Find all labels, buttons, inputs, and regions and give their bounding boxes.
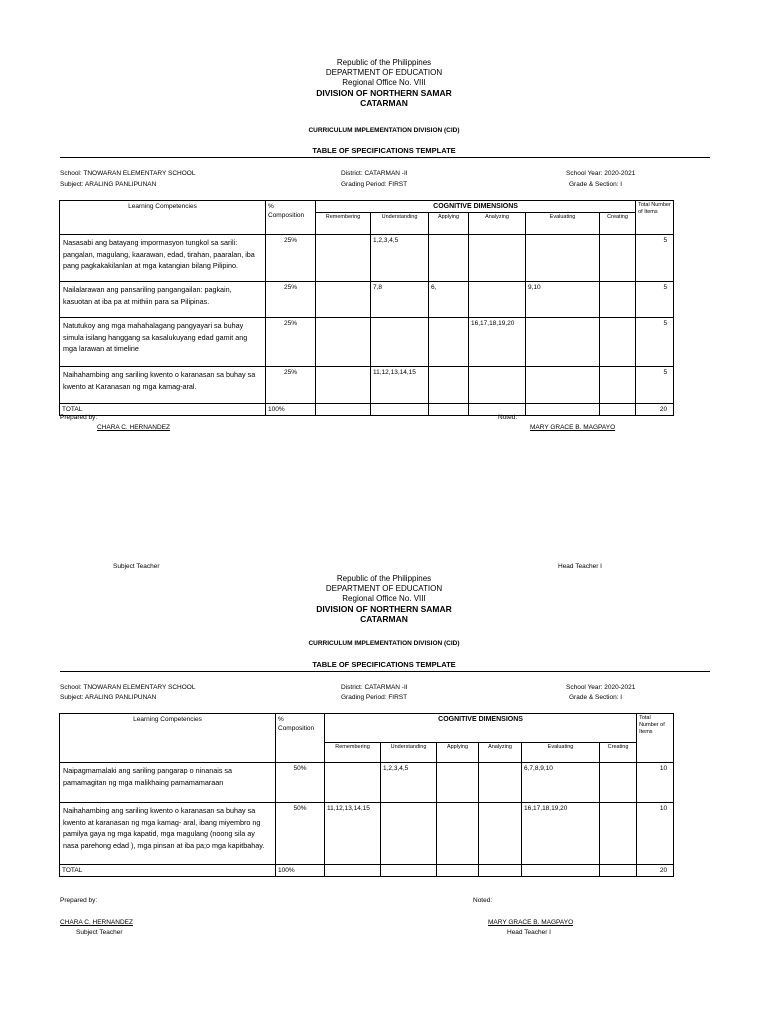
evaluating-cell bbox=[526, 367, 600, 404]
table-row bbox=[60, 367, 674, 404]
creating-cell bbox=[600, 318, 636, 367]
city-line: CATARMAN bbox=[360, 614, 408, 624]
competency-cell: Naipagmamalaki ang sariling pangarap o ninanais sa pamamagitan ng mga malikhaing pamamamaraan bbox=[60, 763, 276, 803]
cid-line: CURRICULUM IMPLEMENTATION DIVISION (CID) bbox=[308, 127, 460, 134]
table-row bbox=[60, 763, 674, 803]
competency-cell: Nailalarawan ang pansariling pangangailan: pagkain, kasuotan at iba pa at mithiin para sa Pilipinas. bbox=[60, 282, 266, 318]
remembering-cell bbox=[316, 367, 371, 404]
noted-label: Noted: bbox=[473, 897, 493, 904]
dim-evaluating: Evaluating bbox=[522, 743, 600, 763]
prepared-by-label: Prepared by: bbox=[60, 897, 98, 904]
grading-period-field: Grading Period: FIRST bbox=[341, 181, 408, 188]
applying-cell bbox=[437, 803, 479, 865]
understanding-cell: 11,12,13,14,15 bbox=[371, 367, 429, 404]
divider-line bbox=[60, 671, 710, 672]
letterhead bbox=[0, 58, 768, 108]
district-field: District: CATARMAN -II bbox=[341, 170, 408, 177]
analyzing-cell bbox=[469, 282, 526, 318]
analyzing-cell: 16,17,18,19,20 bbox=[469, 318, 526, 367]
school-field: School: TNOWARAN ELEMENTARY SCHOOL bbox=[60, 684, 196, 691]
understanding-cell bbox=[371, 318, 429, 367]
grading-period-field: Grading Period: FIRST bbox=[341, 694, 408, 701]
competency-cell: Natutukoy ang mga mahahalagang pangyayari sa buhay simula isilang hanggang sa kasalukuyang edad gamit ang mga larawan at timeline bbox=[60, 318, 266, 367]
subject-field: Subject: ARALING PANLIPUNAN bbox=[60, 694, 157, 701]
head-teacher-role: Head Teacher I bbox=[507, 929, 551, 936]
tos-table bbox=[59, 200, 674, 416]
composition-label: Composition bbox=[268, 212, 305, 219]
remembering-cell: 11,12,13,14,15 bbox=[325, 803, 381, 865]
creating-cell bbox=[600, 282, 636, 318]
competency-cell: Naihahambing ang sariling kwento o karanasan sa buhay sa kwento at Karanasan ng mga kamag-aral. bbox=[60, 367, 266, 404]
understanding-cell: 7,8 bbox=[371, 282, 429, 318]
dim-remembering: Remembering bbox=[316, 213, 371, 235]
percent-cell: 50% bbox=[276, 803, 325, 865]
total-cell: 10 bbox=[637, 763, 674, 803]
letterhead bbox=[0, 574, 768, 624]
analyzing-cell bbox=[479, 763, 522, 803]
remembering-cell bbox=[316, 235, 371, 282]
applying-cell bbox=[429, 367, 469, 404]
total-items: 20 bbox=[636, 404, 674, 416]
total-cell: 5 bbox=[636, 367, 674, 404]
header-total-items: Total Number of Items bbox=[637, 714, 674, 763]
total-percent: 100% bbox=[276, 865, 325, 877]
prepared-by-label: Prepared by: bbox=[60, 414, 98, 421]
header-composition bbox=[266, 201, 316, 235]
dim-analyzing: Analyzing bbox=[469, 213, 526, 235]
grade-section-field: Grade & Section: I bbox=[569, 181, 623, 188]
competency-cell: Naihahambing ang sariling kwento o karanasan sa buhay sa kwento at karanasan ng mga kamag- aral, ibang miyembro ng pamilya gaya ng mga kapatid, mga magulang (noong sila ay nasa parehong edad ), mga pinsan at iba pa;o mga kapitbahay. bbox=[60, 803, 276, 865]
division-line: DIVISION OF NORTHERN SAMAR bbox=[316, 604, 452, 614]
percent-cell: 25% bbox=[266, 318, 316, 367]
applying-cell: 6, bbox=[429, 282, 469, 318]
evaluating-cell: 9,10 bbox=[526, 282, 600, 318]
total-row bbox=[60, 404, 674, 416]
percent-cell: 25% bbox=[266, 282, 316, 318]
head-teacher-role: Head Teacher I bbox=[558, 563, 602, 570]
dim-remembering: Remembering bbox=[325, 743, 381, 763]
remembering-cell bbox=[325, 763, 381, 803]
subject-field: Subject: ARALING PANLIPUNAN bbox=[60, 181, 157, 188]
evaluating-cell bbox=[526, 318, 600, 367]
table-row bbox=[60, 235, 674, 282]
department-line: DEPARTMENT OF EDUCATION bbox=[325, 68, 443, 77]
total-cell: 10 bbox=[637, 803, 674, 865]
total-cell: 5 bbox=[636, 318, 674, 367]
dim-applying: Applying bbox=[429, 213, 469, 235]
total-row bbox=[60, 865, 674, 877]
teacher-role: Subject Teacher bbox=[113, 563, 160, 570]
creating-cell bbox=[600, 763, 637, 803]
teacher-name: CHARA C. HERNANDEZ bbox=[97, 424, 170, 431]
evaluating-cell: 16,17,18,19,20 bbox=[522, 803, 600, 865]
percent-cell: 50% bbox=[276, 763, 325, 803]
applying-cell bbox=[429, 318, 469, 367]
evaluating-cell bbox=[526, 235, 600, 282]
percent-cell: 25% bbox=[266, 367, 316, 404]
head-teacher-name: MARY GRACE B. MAGPAYO bbox=[488, 919, 574, 926]
dim-creating: Creating bbox=[600, 213, 636, 235]
total-label: TOTAL bbox=[60, 865, 276, 877]
page-title: TABLE OF SPECIFICATIONS TEMPLATE bbox=[312, 146, 456, 155]
total-label: TOTAL bbox=[60, 404, 266, 416]
header-cognitive-dimensions: COGNITIVE DIMENSIONS bbox=[325, 714, 637, 743]
composition-label: Composition bbox=[278, 725, 315, 732]
creating-cell bbox=[600, 367, 636, 404]
header-total-items: Total Number of Items bbox=[636, 201, 674, 235]
page-title: TABLE OF SPECIFICATIONS TEMPLATE bbox=[312, 660, 456, 669]
district-field: District: CATARMAN -II bbox=[341, 684, 408, 691]
head-teacher-name: MARY GRACE B. MAGPAYO bbox=[530, 424, 616, 431]
noted-label: Noted: bbox=[498, 414, 518, 421]
understanding-cell: 1,2,3,4,5 bbox=[381, 763, 437, 803]
percent-sign: % bbox=[278, 716, 284, 723]
table-row bbox=[60, 318, 674, 367]
total-cell: 5 bbox=[636, 282, 674, 318]
understanding-cell: 1,2,3,4,5 bbox=[371, 235, 429, 282]
teacher-role: Subject Teacher bbox=[76, 929, 123, 936]
total-percent: 100% bbox=[266, 404, 316, 416]
header-composition bbox=[276, 714, 325, 763]
applying-cell bbox=[429, 235, 469, 282]
teacher-name: CHARA C. HERNANDEZ bbox=[60, 919, 133, 926]
school-field: School: TNOWARAN ELEMENTARY SCHOOL bbox=[60, 170, 196, 177]
total-items: 20 bbox=[637, 865, 674, 877]
dim-creating: Creating bbox=[600, 743, 637, 763]
grade-section-field: Grade & Section: I bbox=[569, 694, 623, 701]
city-line: CATARMAN bbox=[360, 98, 408, 108]
competency-cell: Nasasabi ang batayang impormasyon tungkol sa sarili: pangalan, magulang, kaarawan, edad, tirahan, paaralan, iba pang pagkakakilanlan at mga katangian bilang Pilipino. bbox=[60, 235, 266, 282]
dim-understanding: Understanding bbox=[371, 213, 429, 235]
divider-line bbox=[60, 157, 710, 158]
department-line: DEPARTMENT OF EDUCATION bbox=[325, 584, 443, 593]
region-line: Regional Office No. VIII bbox=[342, 594, 426, 603]
creating-cell bbox=[600, 235, 636, 282]
dim-applying: Applying bbox=[437, 743, 479, 763]
header-competencies: Learning Competencies bbox=[60, 201, 266, 235]
understanding-cell bbox=[381, 803, 437, 865]
republic-line: Republic of the Philippines bbox=[336, 574, 432, 583]
division-line: DIVISION OF NORTHERN SAMAR bbox=[316, 88, 452, 98]
school-year-field: School Year: 2020-2021 bbox=[566, 684, 636, 691]
percent-sign: % bbox=[268, 203, 274, 210]
header-cognitive-dimensions: COGNITIVE DIMENSIONS bbox=[316, 201, 636, 213]
analyzing-cell bbox=[469, 235, 526, 282]
dim-analyzing: Analyzing bbox=[479, 743, 522, 763]
region-line: Regional Office No. VIII bbox=[342, 78, 426, 87]
header-competencies: Learning Competencies bbox=[60, 714, 276, 763]
tos-table bbox=[59, 713, 674, 877]
evaluating-cell: 6,7,8,9,10 bbox=[522, 763, 600, 803]
dim-evaluating: Evaluating bbox=[526, 213, 600, 235]
school-year-field: School Year: 2020-2021 bbox=[566, 170, 636, 177]
analyzing-cell bbox=[469, 367, 526, 404]
applying-cell bbox=[437, 763, 479, 803]
analyzing-cell bbox=[479, 803, 522, 865]
cid-line: CURRICULUM IMPLEMENTATION DIVISION (CID) bbox=[308, 640, 460, 647]
remembering-cell bbox=[316, 318, 371, 367]
republic-line: Republic of the Philippines bbox=[336, 58, 432, 67]
table-row bbox=[60, 282, 674, 318]
total-cell: 5 bbox=[636, 235, 674, 282]
percent-cell: 25% bbox=[266, 235, 316, 282]
remembering-cell bbox=[316, 282, 371, 318]
table-row bbox=[60, 803, 674, 865]
dim-understanding: Understanding bbox=[381, 743, 437, 763]
creating-cell bbox=[600, 803, 637, 865]
